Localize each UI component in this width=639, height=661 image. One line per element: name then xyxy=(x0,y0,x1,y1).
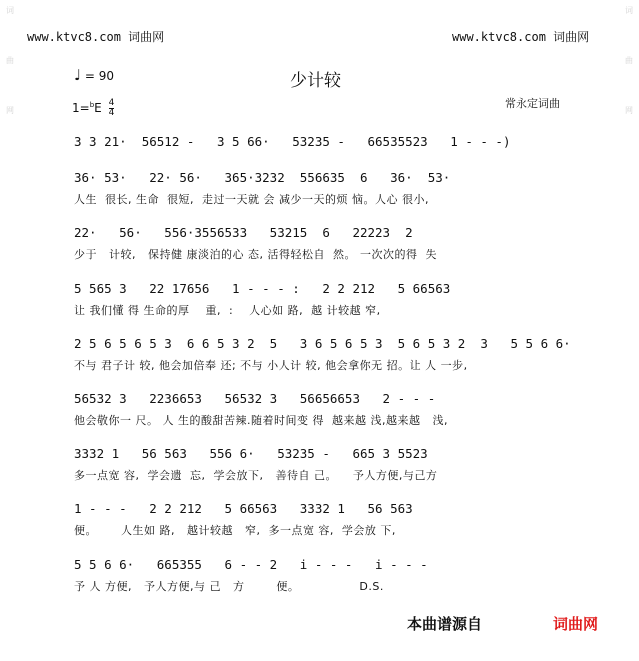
key-note: E xyxy=(94,101,102,115)
lyrics-line: 予 人 方便, 予人方便,与 己 方 便。 D.S. xyxy=(74,580,384,593)
notation-line: 1 - - - 2 2 212 5 66563 3332 1 56 563 xyxy=(74,501,413,516)
score-row xyxy=(74,391,566,429)
side-watermark-left: 词 曲 网 xyxy=(6,6,14,115)
brand-link[interactable]: 词曲网 xyxy=(553,615,599,633)
flat-sign: b xyxy=(89,101,95,109)
tempo-value: = 90 xyxy=(84,69,115,83)
tempo-marking xyxy=(74,66,114,84)
score-row xyxy=(74,281,566,319)
notation-line: 5 5 6 6· 665355 6 - - 2 i - - - i - - - xyxy=(74,557,428,572)
lyrics-line: 少于 计较, 保持健 康淡泊的心 态, 活得轻松自 然。 一次次的得 失 xyxy=(74,248,437,261)
notation-line: 36· 53· 22· 56· 365·3232 556635 6 36· 53· xyxy=(74,170,451,185)
score-row xyxy=(74,557,566,595)
source-label: 本曲谱源自 xyxy=(407,615,483,633)
key-signature xyxy=(72,99,114,118)
lyrics-line: 他会敬你一 尺。 人 生的酸甜苦辣.随着时间变 得 越来越 浅,越来越 浅, xyxy=(74,414,448,427)
notation-line: 3 3 21· 56512 - 3 5 66· 53235 - 66535523 1 - - -) xyxy=(74,134,511,149)
score-row xyxy=(74,336,571,374)
quarter-note-icon: ♩ xyxy=(74,66,82,84)
score-row xyxy=(74,134,566,150)
watermark-url-left: www.ktvc8.com 词曲网 xyxy=(27,30,165,44)
song-title: 少计较 xyxy=(290,71,341,91)
score-row xyxy=(74,446,566,484)
lyrics-line: 多一点宽 容, 学会遗 忘, 学会放下, 善待自 己。 予人方便,与己方 xyxy=(74,469,438,482)
lyrics-line: 让 我们懂 得 生命的厚 重, : 人心如 路, 越 计较越 窄, xyxy=(74,304,381,317)
meter-top: 4 xyxy=(108,98,115,108)
side-watermark-right: 词 曲 网 xyxy=(625,6,633,115)
author-credit: 常永定词曲 xyxy=(505,97,560,110)
meter-bottom: 4 xyxy=(108,108,115,118)
score-row xyxy=(74,501,566,539)
watermark-url-right: www.ktvc8.com 词曲网 xyxy=(452,30,590,44)
key-label: 1= xyxy=(72,101,90,115)
score-row xyxy=(74,225,566,263)
notation-line: 5 565 3 22 17656 1 - - - : 2 2 212 5 66563 xyxy=(74,281,451,296)
notation-line: 2 5 6 5 6 5 3 6 6 5 3 2 5 3 6 5 6 5 3 5 6 5 3 2 3 5 5 6 6· xyxy=(74,336,571,351)
lyrics-line: 便。 人生如 路, 越计较越 窄, 多一点宽 容, 学会放 下, xyxy=(74,524,396,537)
notation-line: 22· 56· 556·3556533 53215 6 22223 2 xyxy=(74,225,413,240)
time-signature xyxy=(109,99,115,118)
notation-line: 56532 3 2236653 56532 3 56656653 2 - - - xyxy=(74,391,436,406)
score-row xyxy=(74,170,566,208)
lyrics-line: 人生 很长, 生命 很短, 走过一天就 会 减少一天的烦 恼。人心 很小, xyxy=(74,193,429,206)
notation-line: 3332 1 56 563 556 6· 53235 - 665 3 5523 xyxy=(74,446,428,461)
lyrics-line: 不与 君子计 较, 他会加倍奉 还; 不与 小人计 较, 他会拿你无 招。让 人 一步, xyxy=(74,359,468,372)
